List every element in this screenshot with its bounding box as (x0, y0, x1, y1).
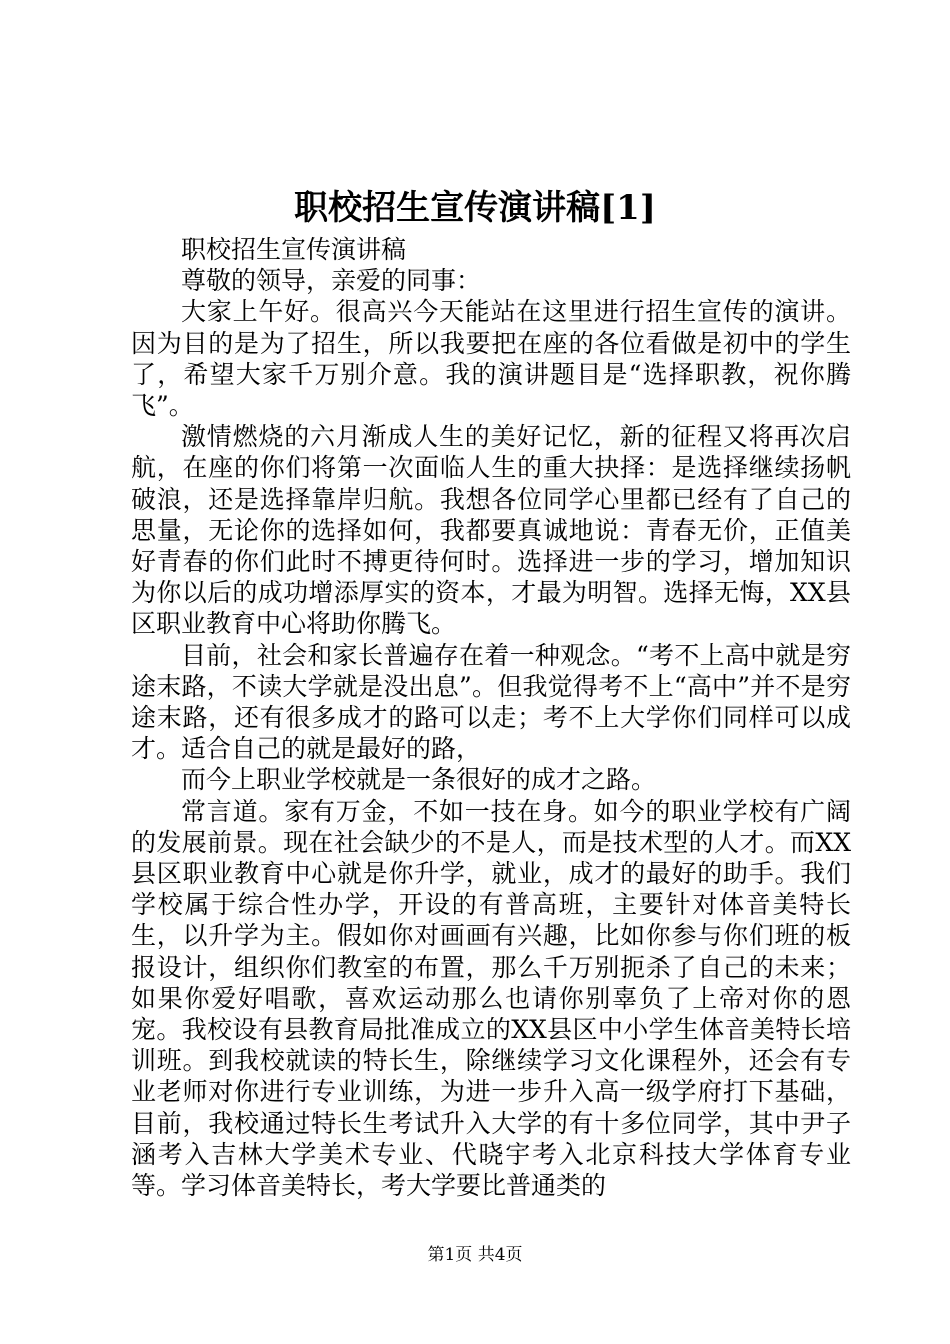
paragraph-vocational-path: 而今上职业学校就是一条很好的成才之路。 (181, 765, 657, 795)
paragraph-salutation: 尊敬的领导，亲爱的同事： (181, 266, 482, 296)
document-title: 职校招生宣传演讲稿[1] (294, 188, 656, 228)
page-footer: 第1页 共4页 (427, 1245, 523, 1265)
paragraph-june: 激情燃烧的六月渐成人生的美好记忆，新的征程又将再次启航，在座的你们将第一次面临人生的重大抉择：是选择继续扬帆破浪，还是选择靠岸归航。我想各位同学心里都已经有了自己的思量，无论你的选择如何，我都要真诚地说：青春无价，正值美好青春的你们此时不搏更待何时。选择进一步的学习，增加知识为你以后的成功增添厚实的资本，才最为明智。选择无悔，XX县区职业教育中心将助你腾飞。 (131, 422, 851, 639)
paragraph-heading: 职校招生宣传演讲稿 (181, 235, 407, 264)
paragraph-current-view: 目前，社会和家长普遍存在着一种观念。“考不上高中就是穷途末路，不读大学就是没出息”。但我觉得考不上“高中”并不是穷途末路，还有很多成才的路可以走；考不上大学你们同样可以成才。适合自己的就是最好的路， (131, 640, 851, 764)
document-body (131, 234, 851, 1201)
paragraph-greeting: 大家上午好。很高兴今天能站在这里进行招生宣传的演讲。因为目的是为了招生，所以我要把在座的各位看做是初中的学生了，希望大家千万别介意。我的演讲题目是“选择职教，祝你腾飞”。 (131, 297, 851, 421)
paragraph-skills: 常言道。家有万金，不如一技在身。如今的职业学校有广阔的发展前景。现在社会缺少的不是人，而是技术型的人才。而XX县区职业教育中心就是你升学，就业，成才的最好的助手。我们学校属于综合性办学，开设的有普高班，主要针对体音美特长生，以升学为主。假如你对画画有兴趣，比如你参与你们班的板报设计，组织你们教室的布置，那么千万别扼杀了自己的未来；如果你爱好唱歌，喜欢运动那么也请你别辜负了上帝对你的恩宠。我校设有县教育局批准成立的XX县区中小学生体音美特长培训班。到我校就读的特长生，除继续学习文化课程外，还会有专业老师对你进行专业训练，为进一步升入高一级学府打下基础，目前，我校通过特长生考试升入大学的有十多位同学，其中尹子涵考入吉林大学美术专业、代晓宇考入北京科技大学体育专业等。学习体音美特长，考大学要比普通类的 (131, 796, 851, 1201)
